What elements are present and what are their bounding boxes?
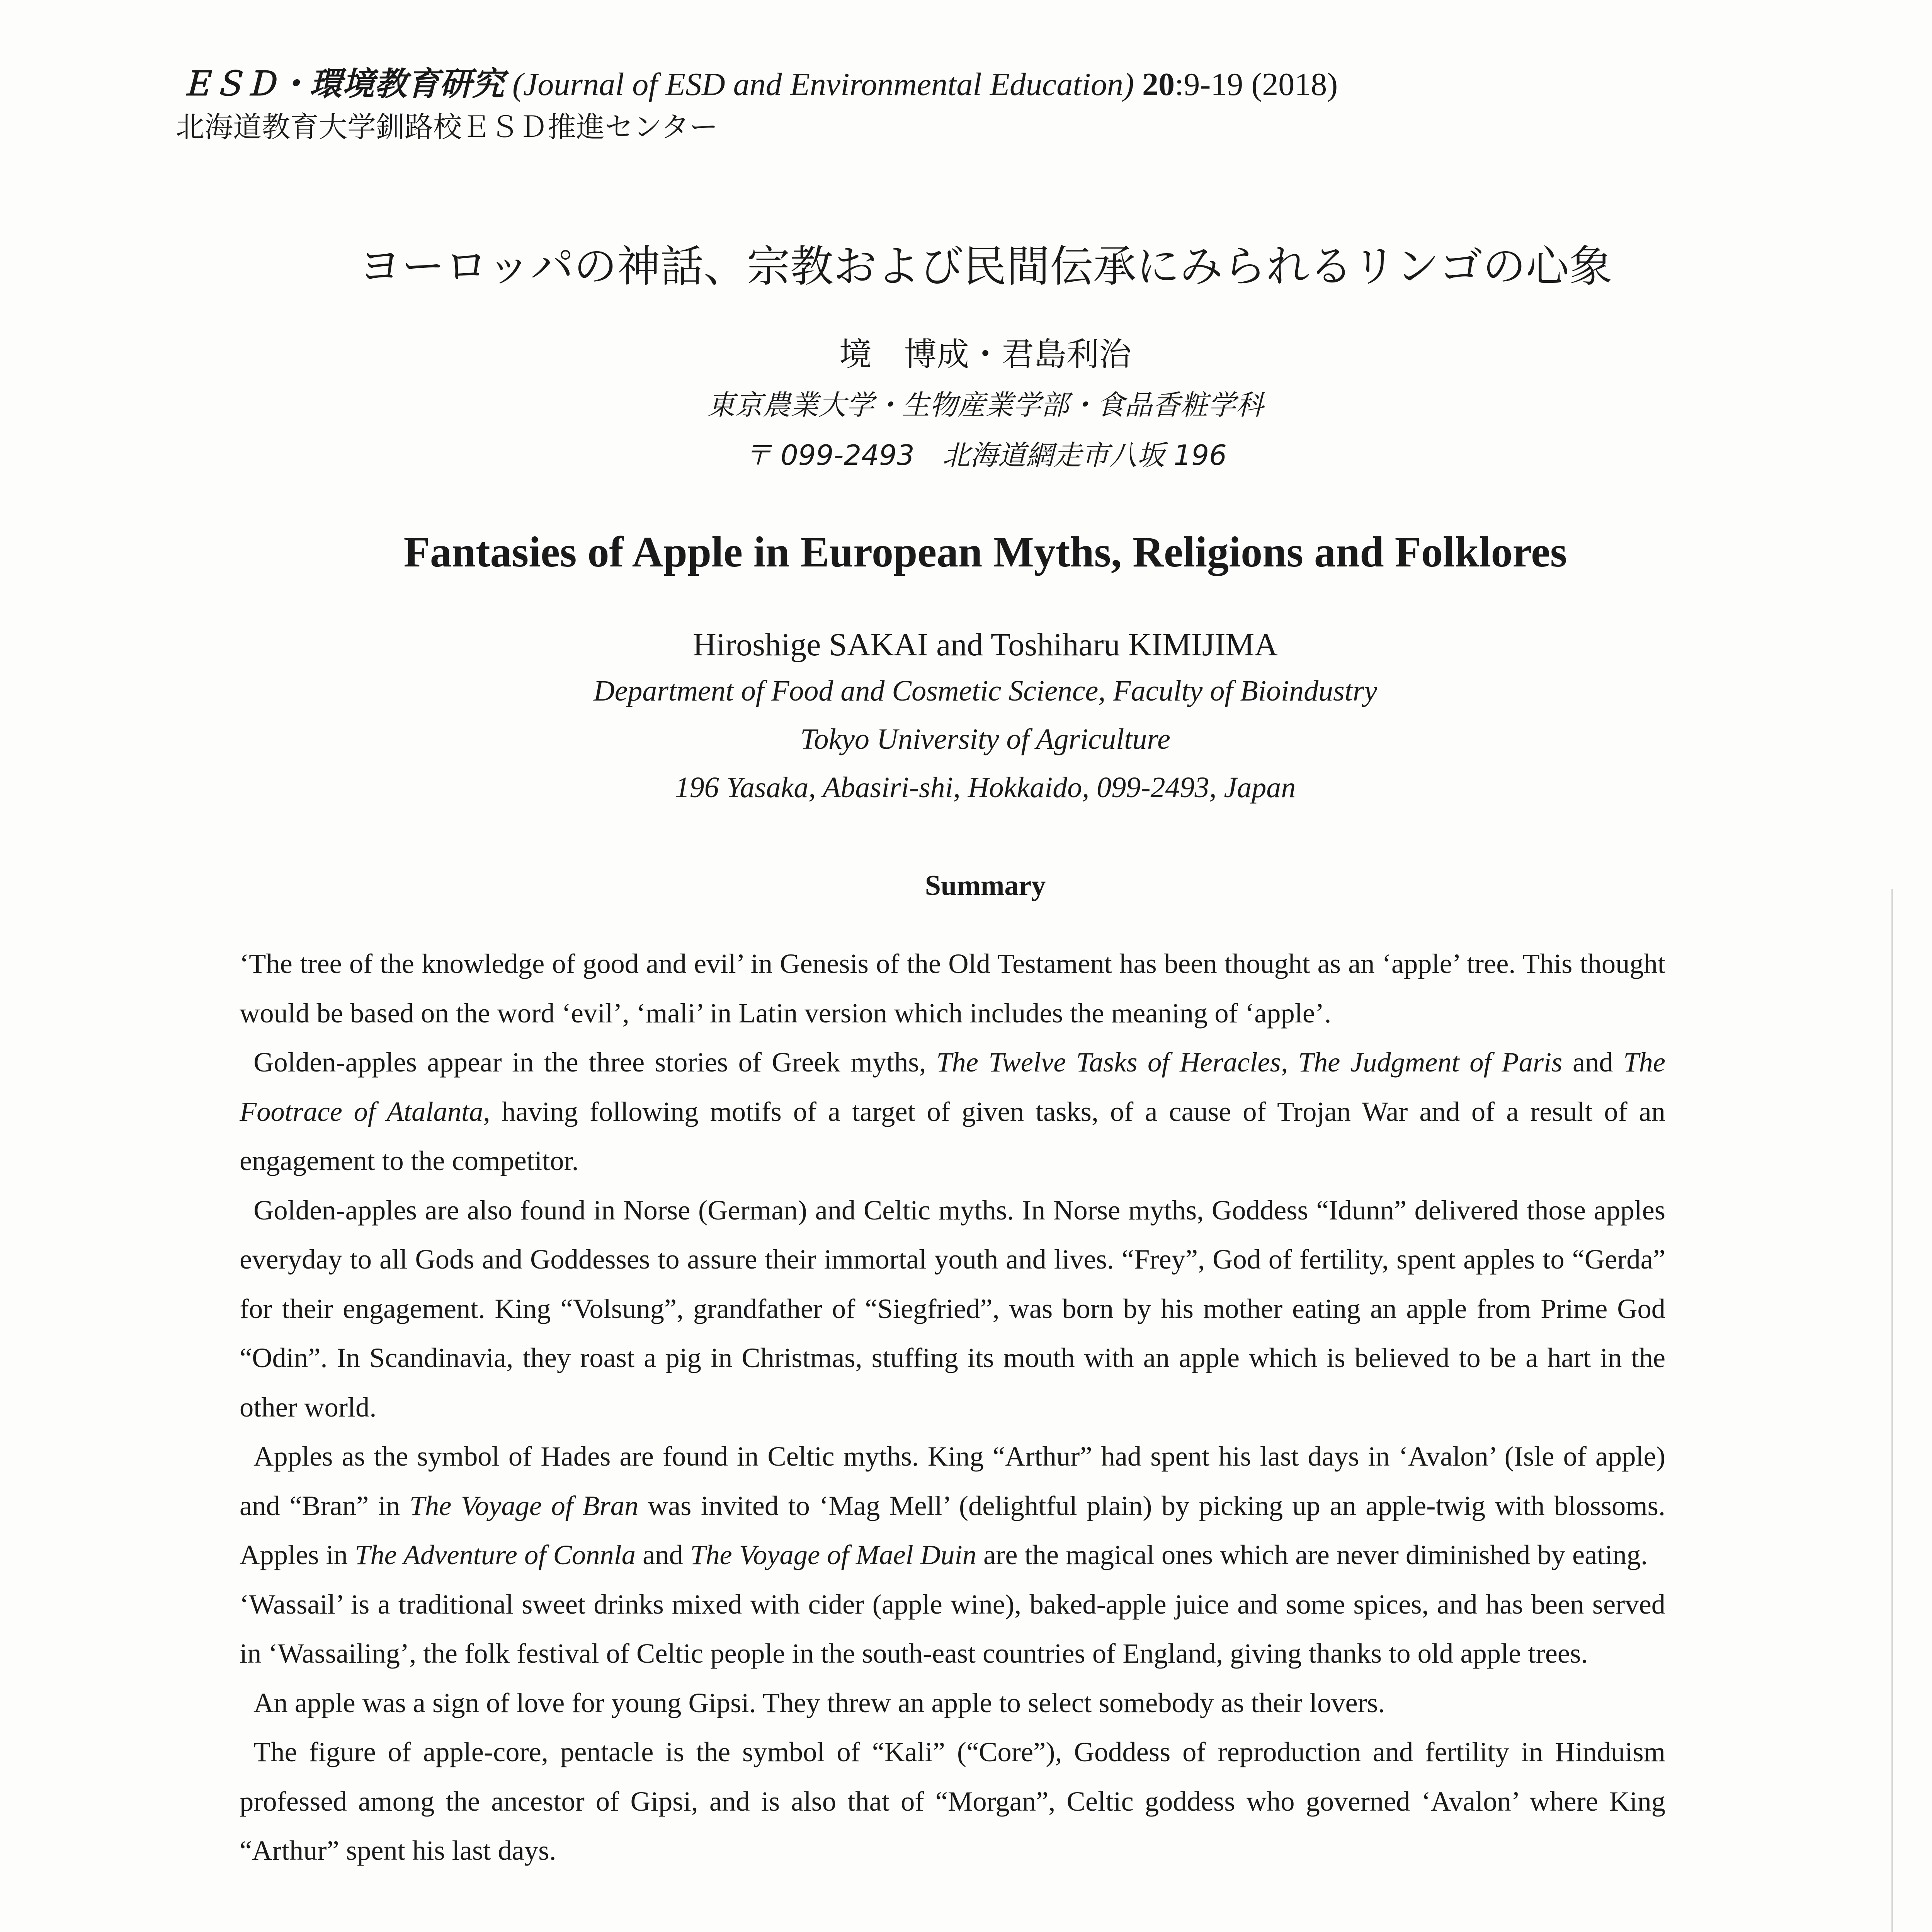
summary-paragraph: Golden-apples appear in the three stories of Greek myths, The Twelve Tasks of Heracles, The Judgment of Paris and The Footrace of Atalanta, having following motifs of a target of given tasks, of a cause of Trojan War and of a result of an engagement to the competitor. [240, 1046, 1665, 1176]
affiliation-address: 196 Yasaka, Abasiri-shi, Hokkaido, 099-2493, Japan [675, 771, 1296, 804]
summary-paragraph: Apples as the symbol of Hades are found in Celtic myths. King “Arthur” had spent his last days in ‘Avalon’ (Isle of apple) and “Bran” in The Voyage of Bran was invited to ‘Mag Mell’ (delightful plain) by picking up an apple-twig with blossoms. Apples in The Adventure of Connla and The Voyage of Mael Duin are the magical ones which are never diminished by eating. [240, 1440, 1665, 1570]
summary-paragraph: The figure of apple-core, pentacle is the symbol of “Kali” (“Core”), Goddess of reproduction and fertility in Hinduism professed among the ancestor of Gipsi, and is also that of “Morgan”, Celtic goddess who governed ‘Avalon’ where King “Arthur” spent his last days. [240, 1736, 1665, 1866]
affiliation-university: Tokyo University of Agriculture [800, 723, 1170, 755]
affiliation-department: Department of Food and Cosmetic Science, Faculty of Bioindustry [593, 675, 1378, 707]
title-japanese: ヨーロッパの神話、宗教および民間伝承にみられるリンゴの心象 [358, 242, 1612, 292]
journal-pages-year: :9-19 (2018) [1174, 66, 1338, 102]
summary-paragraph: ‘Wassail’ is a traditional sweet drinks mixed with cider (apple wine), baked-apple juice and some spices, and has been served in ‘Wassailing’, the folk festival of Celtic people in the south-east countries of England, giving thanks to old apple trees. [240, 1588, 1665, 1669]
address-japanese: 〒 099-2493 北海道網走市八坂 196 [744, 439, 1227, 471]
journal-name-en: (Journal of ESD and Environmental Education) [512, 66, 1134, 102]
summary-paragraph: ‘The tree of the knowledge of good and evil’ in Genesis of the Old Testament has been thought as an ‘apple’ tree. This thought would be based on the word ‘evil’, ‘mali’ in Latin version which includes the meaning of ‘apple’. [240, 948, 1665, 1029]
affiliation-japanese: 東京農業大学・生物産業学部・食品香粧学科 [707, 389, 1264, 421]
summary-heading: Summary [925, 870, 1046, 901]
summary-body [240, 939, 1665, 1875]
publisher: 北海道教育大学釧路校ＥＳＤ推進センター [176, 111, 718, 144]
summary-paragraph: Golden-apples are also found in Norse (German) and Celtic myths. In Norse myths, Goddess “Idunn” delivered those apples everyday to all Gods and Goddesses to assure their immortal youth and lives. “Frey”, God of fertility, spent apples to “Gerda” for their engagement. King “Volsung”, grandfather of “Siegfried”, was born by his mother eating an apple from Prime God “Odin”. In Scandinavia, they roast a pig in Christmas, stuffing its mouth with an apple which is believed to be a hart in the other world. [240, 1194, 1665, 1423]
scan-edge-line [1891, 889, 1893, 1932]
journal-header [180, 58, 1338, 105]
journal-volume: 20 [1142, 66, 1175, 102]
title-english: Fantasies of Apple in European Myths, Religions and Folklores [403, 528, 1567, 576]
summary-paragraph: An apple was a sign of love for young Gipsi. They threw an apple to select somebody as their lovers. [253, 1687, 1385, 1718]
authors-japanese: 境 博成・君島利治 [839, 335, 1131, 373]
authors-english: Hiroshige SAKAI and Toshiharu KIMIJIMA [693, 627, 1278, 663]
journal-name-ja: ＥＳＤ・環境教育研究 [180, 65, 505, 103]
